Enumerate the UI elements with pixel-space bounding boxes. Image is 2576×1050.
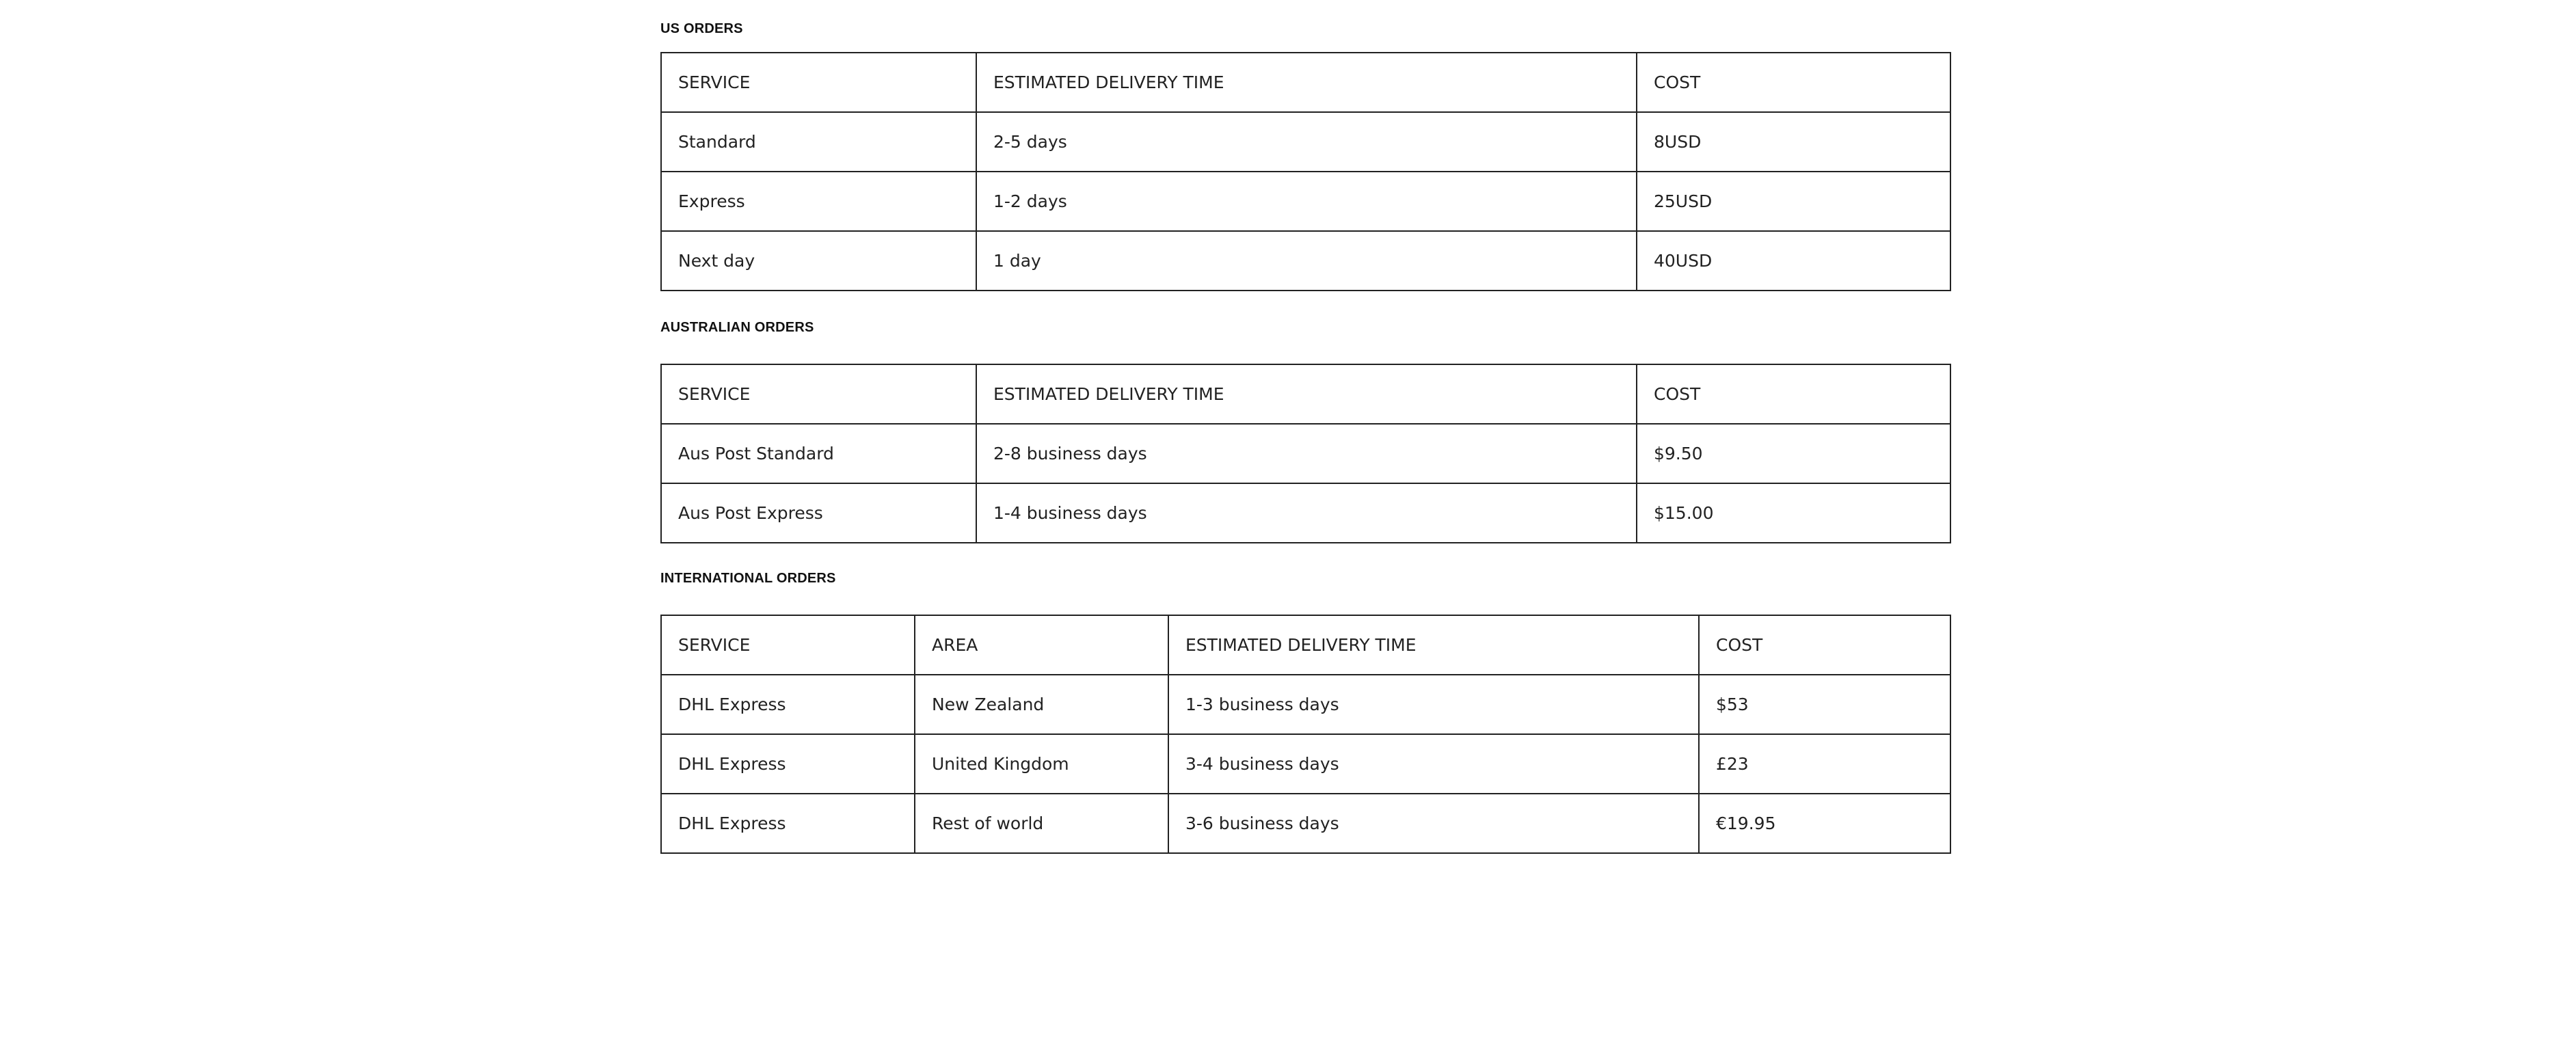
us-orders-table [660, 52, 1951, 291]
delivery-time-cell: 1-4 business days [976, 483, 1637, 543]
service-cell: Express [661, 172, 976, 231]
delivery-time-cell: 3-4 business days [1168, 734, 1699, 794]
delivery-time-cell: 1-2 days [976, 172, 1637, 231]
cost-cell: £23 [1699, 734, 1950, 794]
delivery-time-cell: 1-3 business days [1168, 675, 1699, 734]
header-cost: COST [1699, 615, 1950, 675]
area-cell: New Zealand [915, 675, 1168, 734]
cost-cell: 8USD [1637, 112, 1950, 172]
table-row [661, 794, 1950, 853]
header-service: SERVICE [661, 53, 976, 112]
delivery-time-cell: 2-8 business days [976, 424, 1637, 483]
service-cell: Aus Post Express [661, 483, 976, 543]
header-estimated-delivery-time: ESTIMATED DELIVERY TIME [976, 364, 1637, 424]
cost-cell: $53 [1699, 675, 1950, 734]
table-row [661, 734, 1950, 794]
us-orders-heading: US ORDERS [660, 21, 743, 36]
header-service: SERVICE [661, 364, 976, 424]
delivery-time-cell: 3-6 business days [1168, 794, 1699, 853]
header-estimated-delivery-time: ESTIMATED DELIVERY TIME [1168, 615, 1699, 675]
header-cost: COST [1637, 53, 1950, 112]
table-row [661, 483, 1950, 543]
table-header-row [661, 615, 1950, 675]
service-cell: DHL Express [661, 734, 915, 794]
service-cell: Next day [661, 231, 976, 291]
service-cell: Aus Post Standard [661, 424, 976, 483]
australian-orders-heading: AUSTRALIAN ORDERS [660, 320, 814, 335]
cost-cell: $9.50 [1637, 424, 1950, 483]
cost-cell: $15.00 [1637, 483, 1950, 543]
delivery-time-cell: 2-5 days [976, 112, 1637, 172]
area-cell: United Kingdom [915, 734, 1168, 794]
table-row [661, 172, 1950, 231]
cost-cell: €19.95 [1699, 794, 1950, 853]
service-cell: DHL Express [661, 794, 915, 853]
header-cost: COST [1637, 364, 1950, 424]
header-area: AREA [915, 615, 1168, 675]
table-header-row [661, 53, 1950, 112]
header-estimated-delivery-time: ESTIMATED DELIVERY TIME [976, 53, 1637, 112]
area-cell: Rest of world [915, 794, 1168, 853]
table-header-row [661, 364, 1950, 424]
table-row [661, 675, 1950, 734]
cost-cell: 25USD [1637, 172, 1950, 231]
cost-cell: 40USD [1637, 231, 1950, 291]
service-cell: DHL Express [661, 675, 915, 734]
international-orders-heading: INTERNATIONAL ORDERS [660, 571, 836, 586]
delivery-time-cell: 1 day [976, 231, 1637, 291]
international-orders-table [660, 615, 1951, 854]
table-row [661, 112, 1950, 172]
table-row [661, 424, 1950, 483]
australian-orders-table [660, 364, 1951, 543]
header-service: SERVICE [661, 615, 915, 675]
table-row [661, 231, 1950, 291]
service-cell: Standard [661, 112, 976, 172]
